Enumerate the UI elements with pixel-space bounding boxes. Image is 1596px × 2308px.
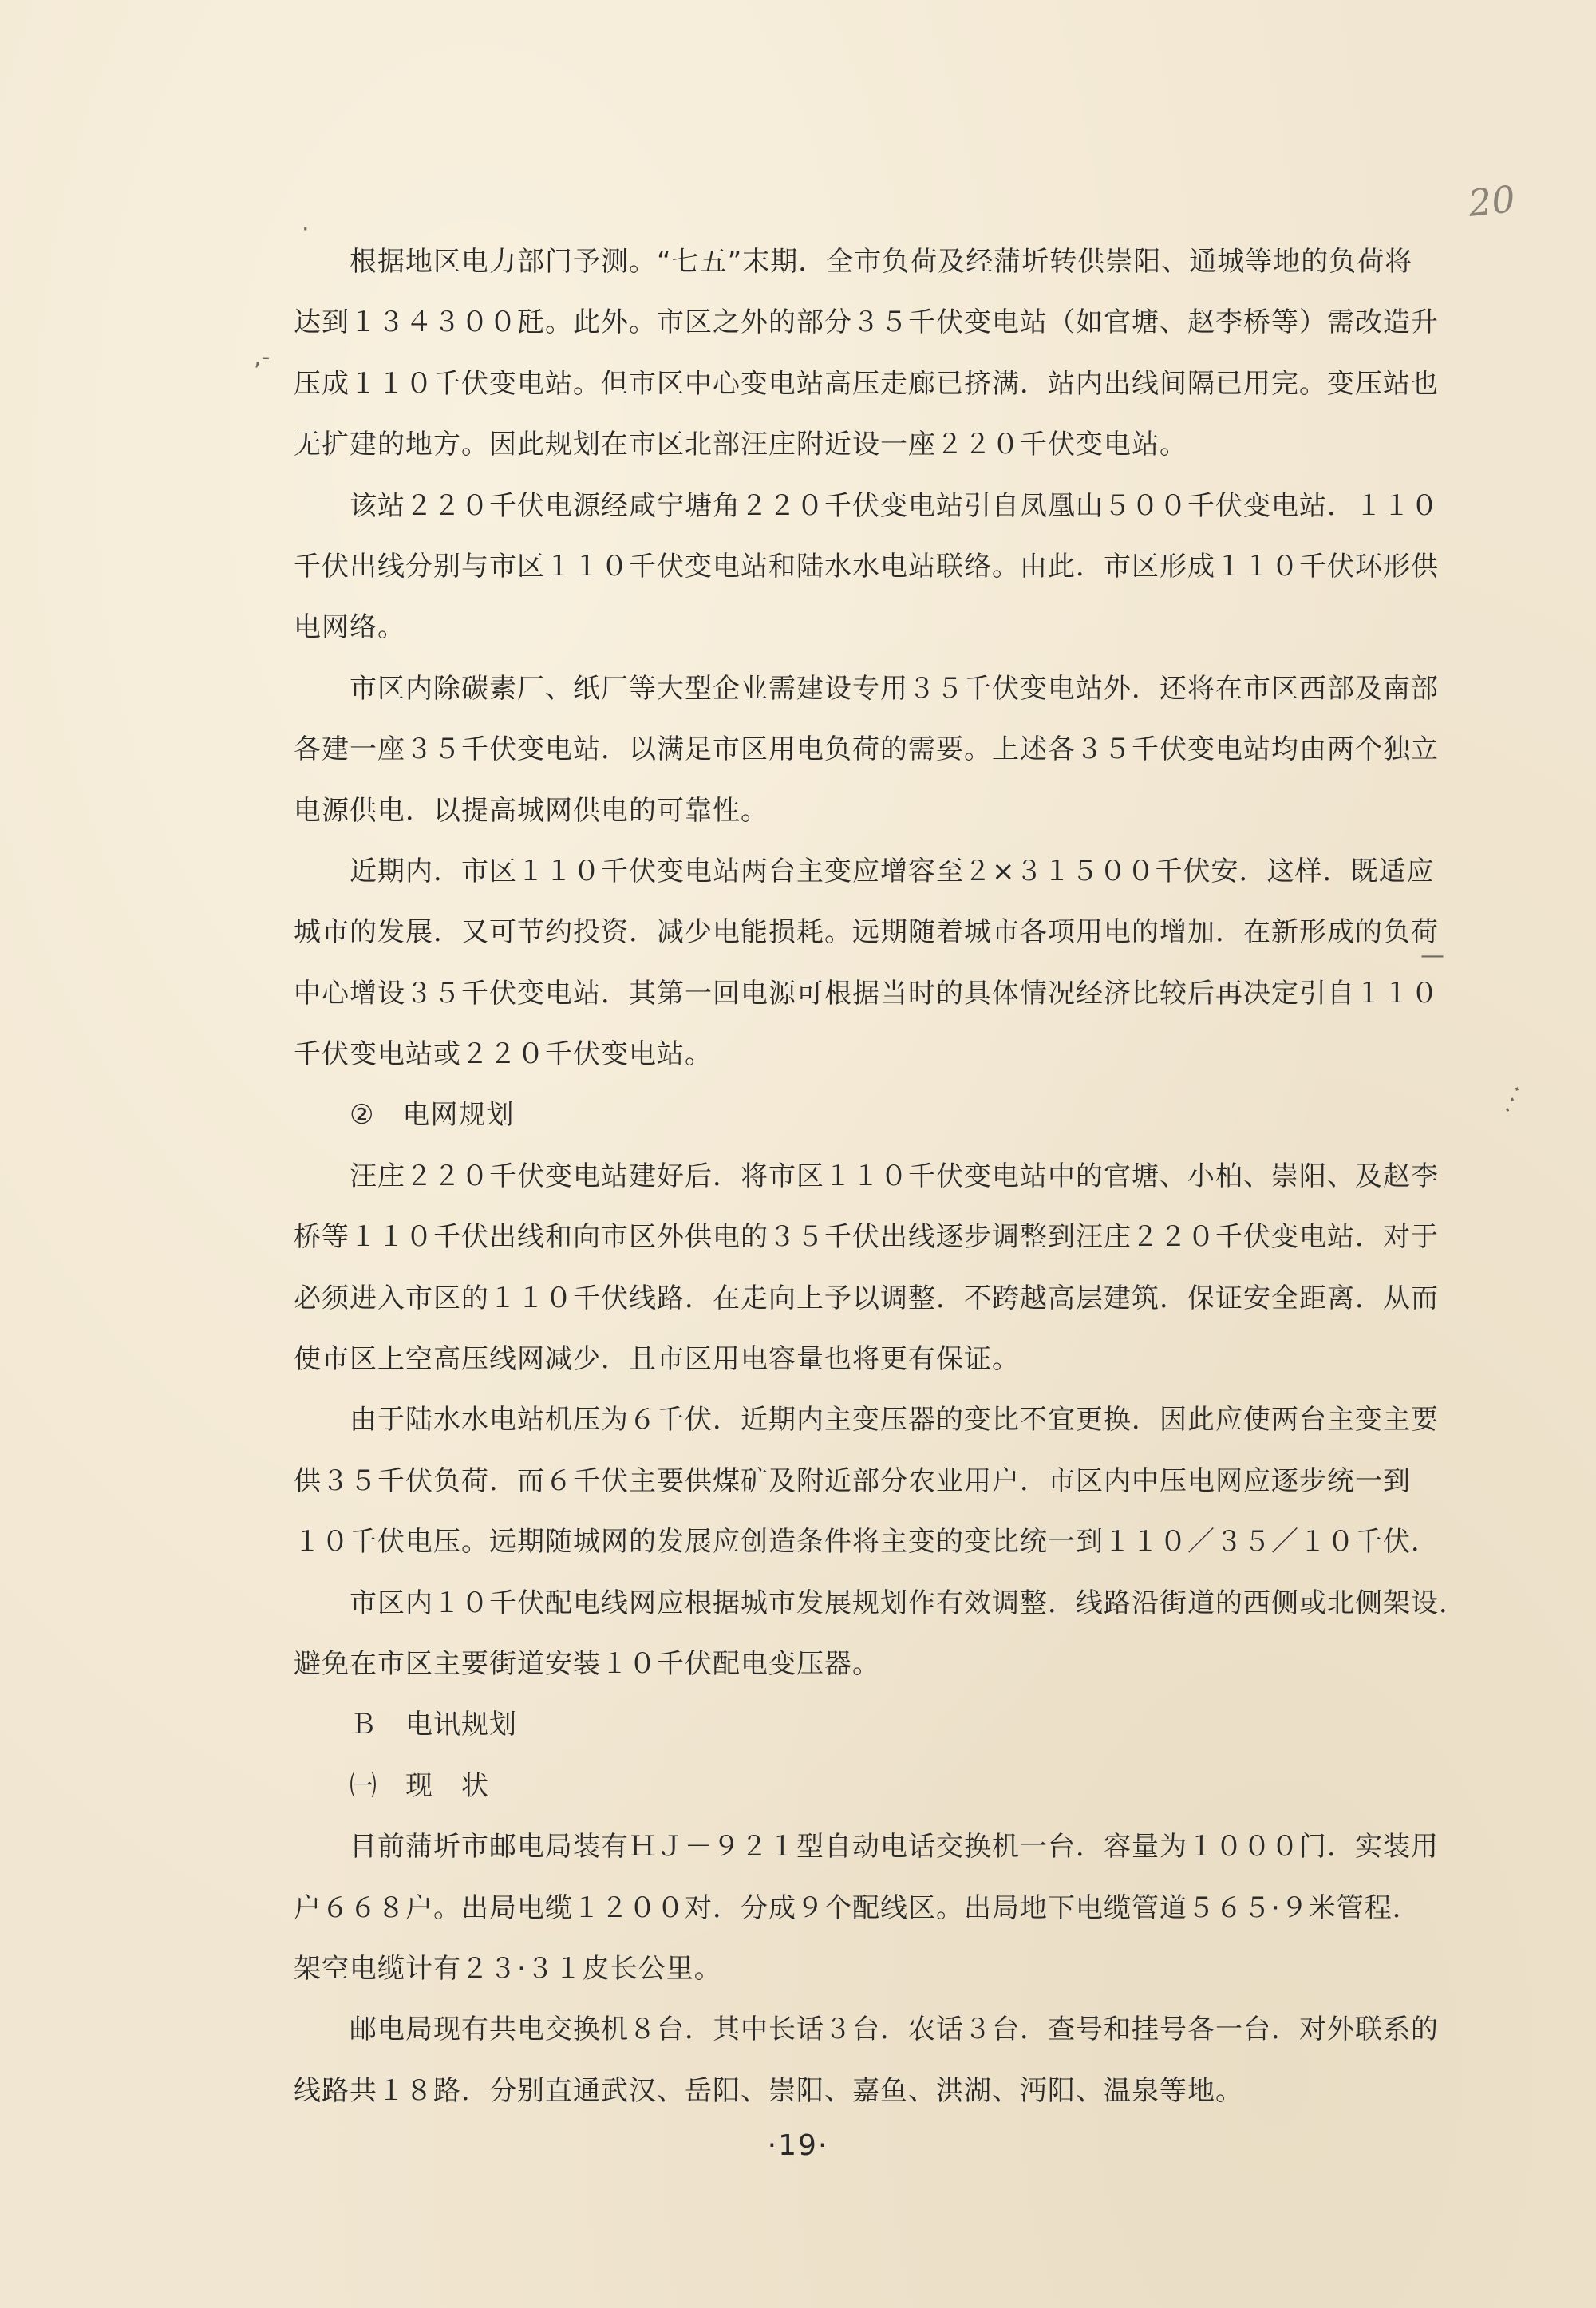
- text-line: 架空电缆计有２３·３１皮长公里。: [294, 1952, 722, 1985]
- text-line: 千伏变电站或２２０千伏变电站。: [294, 1038, 713, 1071]
- text-line: 各建一座３５千伏变电站．以满足市区用电负荷的需要。上述各３５千伏变电站均由两个独立: [294, 733, 1439, 766]
- text-line: 使市区上空高压线网减少．且市区用电容量也将更有保证。: [294, 1343, 1020, 1376]
- text-line: 城市的发展．又可节约投资．减少电能损耗。远期随着城市各项用电的增加．在新形成的负荷: [294, 916, 1439, 949]
- archive-number: 20: [1466, 177, 1518, 225]
- text-line: ② 电网规划: [350, 1099, 515, 1132]
- text-line: 必须进入市区的１１０千伏线路．在走向上予以调整．不跨越高层建筑．保证安全距离．从而: [294, 1282, 1439, 1314]
- text-line: 近期内．市区１１０千伏变电站两台主变应增容至２×３１５００千伏安．这样．既适应: [350, 855, 1435, 887]
- text-line: 电网络。: [294, 611, 405, 644]
- text-line: 避免在市区主要街道安装１０千伏配电变压器。: [294, 1647, 880, 1680]
- text-line: 市区内１０千伏配电线网应根据城市发展规划作有效调整．线路沿街道的西侧或北侧架设．: [350, 1587, 1467, 1619]
- text-line: 压成１１０千伏变电站。但市区中心变电站高压走廊已挤满．站内出线间隔已用完。变压站也: [294, 367, 1439, 400]
- text-line: 目前蒲圻市邮电局装有ＨＪ－９２１型自动电话交换机一台．容量为１０００门．实装用: [350, 1831, 1439, 1863]
- text-line: 电源供电．以提高城网供电的可靠性。: [294, 794, 768, 827]
- page-number: ·19·: [767, 2129, 829, 2162]
- text-line: 由于陆水水电站机压为６千伏．近期内主变压器的变比不宜更换．因此应使两台主变主要: [350, 1404, 1439, 1437]
- stray-mark: ·: [302, 215, 310, 243]
- text-line: 市区内除碳素厂、纸厂等大型企业需建设专用３５千伏变电站外．还将在市区西部及南部: [350, 672, 1439, 705]
- text-line: 无扩建的地方。因此规划在市区北部汪庄附近设一座２２０千伏变电站。: [294, 429, 1187, 461]
- text-line: 根据地区电力部门予测。“七五”末期．全市负荷及经蒲圻转供崇阳、通城等地的负荷将: [350, 246, 1413, 278]
- stray-mark: —: [1420, 942, 1444, 970]
- text-line: 中心增设３５千伏变电站．其第一回电源可根据当时的具体情况经济比较后再决定引自１１０: [294, 977, 1439, 1010]
- text-line: 达到１３４３００瓩。此外。市区之外的部分３５千伏变电站（如官塘、赵李桥等）需改造升: [294, 306, 1439, 339]
- text-line: 户６６８户。出局电缆１２００对．分成９个配线区。出局地下电缆管道５６５·９米管程．: [294, 1891, 1420, 1924]
- text-line: ㈠ 现 状: [350, 1769, 489, 1802]
- document-body: [294, 231, 1467, 2121]
- text-line: 桥等１１０千伏出线和向市区外供电的３５千伏出线逐步调整到汪庄２２０千伏变电站．对于: [294, 1221, 1439, 1254]
- stray-mark: ,-: [254, 343, 271, 371]
- text-line: 该站２２０千伏电源经咸宁塘角２２０千伏变电站引自凤凰山５００千伏变电站．１１０: [350, 489, 1439, 522]
- text-line: 邮电局现有共电交换机８台．其中长话３台．农话３台．查号和挂号各一台．对外联系的: [350, 2014, 1439, 2046]
- text-line: 供３５千伏负荷．而６千伏主要供煤矿及附近部分农业用户．市区内中压电网应逐步统一到: [294, 1464, 1411, 1497]
- stray-mark: ⋰: [1495, 1081, 1529, 1117]
- text-line: 线路共１８路．分别直通武汉、岳阳、崇阳、嘉鱼、洪湖、沔阳、温泉等地。: [294, 2074, 1243, 2107]
- text-line: １０千伏电压。远期随城网的发展应创造条件将主变的变比统一到１１０／３５／１０千伏．: [294, 1526, 1439, 1559]
- text-line: 千伏出线分别与市区１１０千伏变电站和陆水水电站联络。由此．市区形成１１０千伏环形供: [294, 550, 1439, 583]
- text-line: 汪庄２２０千伏变电站建好后．将市区１１０千伏变电站中的官塘、小柏、崇阳、及赵李: [350, 1160, 1439, 1192]
- text-line: Ｂ 电讯规划: [350, 1709, 517, 1741]
